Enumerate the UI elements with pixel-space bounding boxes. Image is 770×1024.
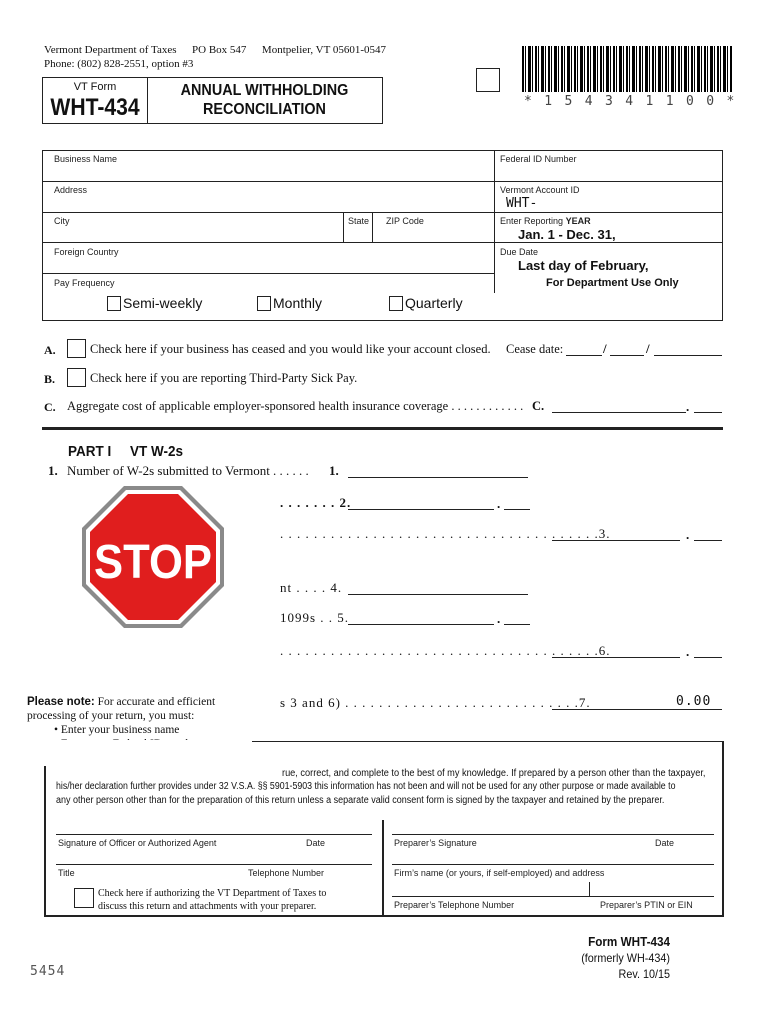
officer-date-label: Date — [306, 838, 326, 848]
question-a-text: Check here if your business has ceased and you would like your account closed. — [90, 342, 491, 356]
part1-title: VT W-2s — [130, 443, 183, 460]
declaration-line1: rue, correct, and complete to the best of my knowledge. If prepared by a person other than the taxpayer, — [282, 768, 706, 779]
please-note-text2: processing of your return, you must: — [27, 710, 195, 722]
declaration-line3: any other person other than for the preparation of this return unless a separate valid consent form is signed by the taxpayer and retained by the preparer. — [56, 795, 665, 806]
line6-cents-input[interactable] — [694, 657, 722, 658]
note-bullet: • Enter your business name — [54, 724, 180, 736]
account-closed-checkbox[interactable] — [67, 339, 86, 358]
foreign-country-label: Foreign Country — [54, 247, 119, 257]
state-label: State — [348, 216, 370, 226]
cease-day-input[interactable] — [610, 355, 644, 356]
cease-year-input[interactable] — [654, 355, 722, 356]
form-title-line1: ANNUAL WITHHOLDING — [180, 82, 349, 99]
barcode — [522, 46, 732, 92]
reporting-year-input[interactable] — [630, 226, 720, 241]
form-label: VT Form — [73, 81, 117, 93]
line4-label: nt . . . . 4. — [280, 580, 343, 595]
vt-account-input[interactable] — [545, 196, 721, 211]
line3-label: . . . . . . . . . . . . . . . . . . . . . . . . . . . . . . . . . . . . . .3. — [280, 526, 611, 541]
business-name-input[interactable] — [44, 165, 492, 180]
cease-date-label: Cease date: — [506, 342, 564, 356]
department-address — [44, 44, 386, 56]
stop-sign-icon — [78, 482, 228, 632]
line1-text: Number of W-2s submitted to Vermont . . . . . . — [67, 463, 309, 478]
department-name: Vermont Department of Taxes — [44, 44, 177, 56]
authorize-preparer-checkbox[interactable] — [74, 888, 94, 908]
po-box: PO Box 547 — [192, 44, 247, 56]
firm-name-input[interactable] — [392, 848, 714, 864]
line3-dollars-input[interactable] — [552, 540, 680, 541]
line2-decimal: . — [497, 496, 501, 511]
line3-cents-input[interactable] — [694, 540, 722, 541]
cease-slash-1: / — [603, 341, 607, 356]
footer-formerly: (formerly WH-434) — [581, 951, 670, 965]
question-c-letter: C. — [44, 400, 56, 414]
line6-decimal: . — [686, 644, 690, 659]
vt-account-label: Vermont Account ID — [500, 185, 580, 195]
footer-form-name: Form WHT-434 — [588, 934, 670, 949]
reporting-period: Jan. 1 - Dec. 31, — [518, 227, 616, 242]
preparer-signature-input[interactable] — [392, 816, 714, 834]
federal-id-label: Federal ID Number — [500, 154, 577, 164]
form-title-line2: RECONCILIATION — [203, 101, 326, 118]
line4-input[interactable] — [348, 594, 528, 595]
officer-signature-input[interactable] — [56, 816, 372, 834]
telephone-label: Telephone Number — [248, 868, 325, 878]
health-coverage-cents-input[interactable] — [694, 412, 722, 413]
line7-label: s 3 and 6) . . . . . . . . . . . . . . . . . . . . . . . . . . . .7. — [280, 695, 591, 710]
officer-signature-label: Signature of Officer or Authorized Agent — [58, 838, 217, 848]
declaration-line2: his/her declaration further provides under 32 V.S.A. §§ 5901-5903 this information has not been and will not be used for any other purpose or made available to — [56, 781, 676, 792]
line7-value: 0.00 — [676, 694, 712, 709]
question-b-letter: B. — [44, 372, 56, 386]
city-input[interactable] — [44, 227, 341, 241]
preparer-ptin-label: Preparer’s PTIN or EIN — [600, 900, 693, 910]
question-b-text: Check here if you are reporting Third-Party Sick Pay. — [90, 371, 358, 385]
line5-decimal: . — [497, 611, 501, 626]
semi-weekly-label: Semi-weekly — [123, 295, 203, 311]
city-line: Montpelier, VT 05601-0547 — [261, 44, 387, 56]
line1-number: 1. — [48, 463, 58, 478]
firm-name-label: Firm’s name (or yours, if self-employed) and address — [394, 868, 605, 878]
title-input[interactable] — [56, 848, 372, 864]
pay-frequency-label: Pay Frequency — [54, 278, 115, 288]
due-date-label: Due Date — [500, 247, 539, 257]
preparer-date-label: Date — [655, 838, 675, 848]
due-date-value: Last day of February, — [518, 258, 649, 273]
line5-cents-input[interactable] — [504, 624, 530, 625]
monthly-checkbox[interactable] — [257, 296, 271, 311]
health-coverage-dollars-input[interactable] — [552, 412, 686, 413]
preparer-ptin-input[interactable] — [592, 880, 714, 896]
line6-dollars-input[interactable] — [552, 657, 680, 658]
foreign-country-input[interactable] — [44, 258, 492, 272]
part1-label: PART I — [68, 443, 112, 460]
title-label: Title — [58, 868, 75, 878]
quarterly-label: Quarterly — [405, 295, 463, 311]
preparer-phone-label: Preparer’s Telephone Number — [394, 900, 515, 910]
federal-id-input[interactable] — [496, 165, 721, 180]
zip-label: ZIP Code — [386, 216, 424, 226]
line5-dollars-input[interactable] — [348, 624, 494, 625]
cease-month-input[interactable] — [566, 355, 602, 356]
line5-label: 1099s . . 5. — [280, 610, 350, 625]
line6-label: . . . . . . . . . . . . . . . . . . . . . . . . . . . . . . . . . . . . . .6. — [280, 643, 611, 658]
address-input[interactable] — [44, 196, 492, 211]
preparer-signature-label: Preparer’s Signature — [394, 838, 477, 848]
question-c-ref: C. — [532, 399, 545, 413]
question-c-text: Aggregate cost of applicable employer-sponsored health insurance coverage . . . . . . . . . . . . — [67, 399, 524, 413]
question-a-letter: A. — [44, 343, 56, 357]
preparer-phone-input[interactable] — [392, 880, 588, 896]
footer-revision: Rev. 10/15 — [618, 967, 670, 981]
line7-input[interactable] — [552, 709, 722, 710]
stop-sign-text: STOP — [94, 536, 212, 589]
monthly-label: Monthly — [273, 295, 323, 311]
line1-ref: 1. — [329, 463, 339, 478]
title-box — [147, 77, 383, 124]
please-note-text1: For accurate and efficient — [97, 696, 216, 708]
form-number: WHT-434 — [50, 94, 140, 121]
business-name-label: Business Name — [54, 154, 118, 164]
line1-input[interactable] — [348, 477, 528, 478]
part-divider — [42, 427, 723, 430]
line3-decimal: . — [686, 527, 690, 542]
cease-slash-2: / — [646, 341, 650, 356]
authorize-line1: Check here if authorizing the VT Department of Taxes to — [98, 888, 327, 899]
address-label: Address — [54, 185, 88, 195]
city-label: City — [54, 216, 70, 226]
authorize-line2: discuss this return and attachments with your preparer. — [98, 901, 317, 912]
barcode-text: * 1 5 4 3 4 1 1 0 0 * — [524, 94, 737, 109]
line2-dollars-input[interactable] — [348, 509, 494, 510]
vt-account-prefix: WHT- — [506, 196, 538, 211]
third-party-sick-pay-checkbox[interactable] — [67, 368, 86, 387]
scan-box — [476, 68, 500, 92]
c-decimal-point: . — [686, 399, 690, 414]
quarterly-checkbox[interactable] — [389, 296, 403, 311]
line2-label: . . . . . . . 2. — [280, 495, 352, 510]
form-id-box — [42, 77, 148, 124]
line2-cents-input[interactable] — [504, 509, 530, 510]
dept-use-label: For Department Use Only — [546, 277, 679, 289]
reporting-year-label: Enter Reporting YEAR — [500, 216, 591, 226]
please-note — [27, 696, 215, 708]
please-note-title: Please note: — [27, 696, 95, 708]
semi-weekly-checkbox[interactable] — [107, 296, 121, 311]
department-phone: Phone: (802) 828-2551, option #3 — [44, 58, 194, 70]
page-code: 5454 — [30, 964, 66, 979]
